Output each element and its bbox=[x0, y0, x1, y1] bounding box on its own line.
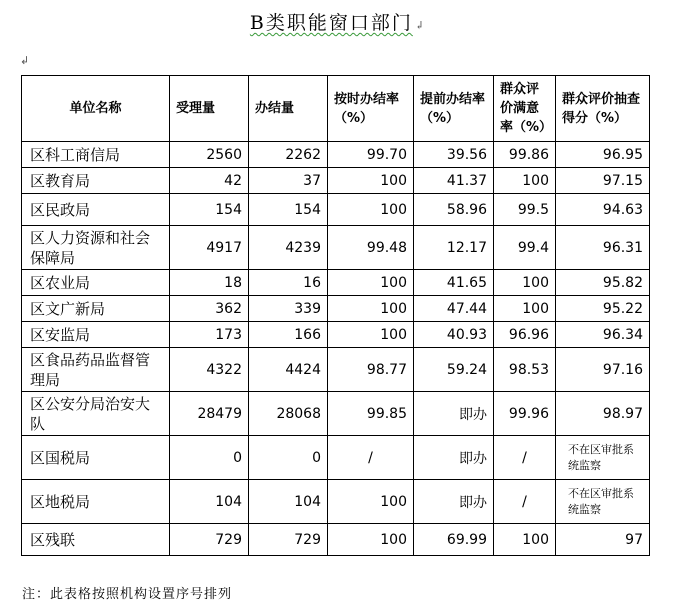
cell-satisfaction-rate: 96.96 bbox=[494, 322, 556, 348]
table-row bbox=[22, 142, 650, 168]
table-row bbox=[22, 322, 650, 348]
header-accepted: 受理量 bbox=[170, 76, 249, 142]
cell-ontime-rate: 98.77 bbox=[328, 348, 414, 392]
header-ontime-rate: 按时办结率（%） bbox=[328, 76, 414, 142]
cell-early-rate: 即办 bbox=[414, 436, 494, 480]
cell-satisfaction-rate: 100 bbox=[494, 270, 556, 296]
header-completed: 办结量 bbox=[249, 76, 328, 142]
header-satisfaction-rate: 群众评价满意率（%） bbox=[494, 76, 556, 142]
table-row bbox=[22, 436, 650, 480]
cell-spotcheck-score: 96.34 bbox=[556, 322, 650, 348]
cell-ontime-rate: 99.70 bbox=[328, 142, 414, 168]
cell-early-rate: 58.96 bbox=[414, 194, 494, 226]
cell-early-rate: 即办 bbox=[414, 392, 494, 436]
cell-early-rate: 69.99 bbox=[414, 524, 494, 556]
cell-accepted: 28479 bbox=[170, 392, 249, 436]
cell-ontime-rate: 100 bbox=[328, 480, 414, 524]
cell-completed: 28068 bbox=[249, 392, 328, 436]
cell-early-rate: 39.56 bbox=[414, 142, 494, 168]
cell-early-rate: 59.24 bbox=[414, 348, 494, 392]
cell-spotcheck-score: 97 bbox=[556, 524, 650, 556]
cell-satisfaction-rate: 99.4 bbox=[494, 226, 556, 270]
cell-ontime-rate: 99.48 bbox=[328, 226, 414, 270]
cell-early-rate: 即办 bbox=[414, 480, 494, 524]
cell-satisfaction-rate: 99.5 bbox=[494, 194, 556, 226]
paragraph-mark-icon: ↲ bbox=[414, 19, 427, 32]
cell-ontime-rate: 100 bbox=[328, 270, 414, 296]
document-title bbox=[0, 8, 676, 35]
cell-accepted: 4322 bbox=[170, 348, 249, 392]
cell-ontime-rate: 100 bbox=[328, 194, 414, 226]
cell-completed: 4239 bbox=[249, 226, 328, 270]
cell-completed: 37 bbox=[249, 168, 328, 194]
cell-ontime-rate: 100 bbox=[328, 322, 414, 348]
cell-spotcheck-score: 96.95 bbox=[556, 142, 650, 168]
table-row bbox=[22, 480, 650, 524]
cell-ontime-rate: 100 bbox=[328, 296, 414, 322]
cell-completed: 166 bbox=[249, 322, 328, 348]
table-row bbox=[22, 348, 650, 392]
title-text: B类职能窗口部门 bbox=[249, 12, 413, 34]
cell-spotcheck-score: 96.31 bbox=[556, 226, 650, 270]
table-row bbox=[22, 270, 650, 296]
header-spotcheck-score: 群众评价抽查得分（%） bbox=[556, 76, 650, 142]
cell-unit-name: 区公安分局治安大队 bbox=[22, 392, 170, 436]
cell-accepted: 729 bbox=[170, 524, 249, 556]
table-note: 注：此表格按照机构设置序号排列 bbox=[22, 587, 233, 602]
cell-unit-name: 区安监局 bbox=[22, 322, 170, 348]
cell-satisfaction-rate: 98.53 bbox=[494, 348, 556, 392]
cell-unit-name: 区人力资源和社会保障局 bbox=[22, 226, 170, 270]
cell-completed: 729 bbox=[249, 524, 328, 556]
cell-unit-name: 区残联 bbox=[22, 524, 170, 556]
cell-accepted: 42 bbox=[170, 168, 249, 194]
cell-accepted: 154 bbox=[170, 194, 249, 226]
cell-ontime-rate: 100 bbox=[328, 524, 414, 556]
cell-satisfaction-rate: 99.86 bbox=[494, 142, 556, 168]
cell-spotcheck-score: 97.15 bbox=[556, 168, 650, 194]
cell-accepted: 2560 bbox=[170, 142, 249, 168]
cell-early-rate: 12.17 bbox=[414, 226, 494, 270]
cell-early-rate: 47.44 bbox=[414, 296, 494, 322]
cell-satisfaction-rate: / bbox=[494, 480, 556, 524]
cell-spotcheck-score: 95.22 bbox=[556, 296, 650, 322]
cell-completed: 4424 bbox=[249, 348, 328, 392]
table-row bbox=[22, 168, 650, 194]
cell-satisfaction-rate: 100 bbox=[494, 168, 556, 194]
cell-accepted: 104 bbox=[170, 480, 249, 524]
table-row bbox=[22, 392, 650, 436]
cell-spotcheck-score: 98.97 bbox=[556, 392, 650, 436]
cell-spotcheck-score: 94.63 bbox=[556, 194, 650, 226]
cell-accepted: 173 bbox=[170, 322, 249, 348]
cell-spotcheck-score: 不在区审批系统监察 bbox=[556, 436, 650, 480]
cell-unit-name: 区地税局 bbox=[22, 480, 170, 524]
cell-unit-name: 区农业局 bbox=[22, 270, 170, 296]
cell-unit-name: 区教育局 bbox=[22, 168, 170, 194]
table-row bbox=[22, 524, 650, 556]
cell-spotcheck-score: 不在区审批系统监察 bbox=[556, 480, 650, 524]
cell-spotcheck-score: 97.16 bbox=[556, 348, 650, 392]
cell-satisfaction-rate: 100 bbox=[494, 524, 556, 556]
cell-ontime-rate: 99.85 bbox=[328, 392, 414, 436]
table-row bbox=[22, 296, 650, 322]
cell-completed: 104 bbox=[249, 480, 328, 524]
cell-satisfaction-rate: / bbox=[494, 436, 556, 480]
cell-unit-name: 区文广新局 bbox=[22, 296, 170, 322]
cell-unit-name: 区食品药品监督管理局 bbox=[22, 348, 170, 392]
cell-satisfaction-rate: 99.96 bbox=[494, 392, 556, 436]
cell-ontime-rate: 100 bbox=[328, 168, 414, 194]
cell-spotcheck-score: 95.82 bbox=[556, 270, 650, 296]
department-stats-table bbox=[21, 75, 650, 556]
cell-unit-name: 区科工商信局 bbox=[22, 142, 170, 168]
header-unit-name: 单位名称 bbox=[22, 76, 170, 142]
cell-accepted: 18 bbox=[170, 270, 249, 296]
table-row bbox=[22, 194, 650, 226]
cell-completed: 2262 bbox=[249, 142, 328, 168]
cell-completed: 339 bbox=[249, 296, 328, 322]
cell-unit-name: 区国税局 bbox=[22, 436, 170, 480]
cell-ontime-rate: / bbox=[328, 436, 414, 480]
cell-completed: 154 bbox=[249, 194, 328, 226]
header-row bbox=[22, 76, 650, 142]
table-row bbox=[22, 226, 650, 270]
cell-early-rate: 41.37 bbox=[414, 168, 494, 194]
cell-completed: 16 bbox=[249, 270, 328, 296]
cell-accepted: 362 bbox=[170, 296, 249, 322]
cell-accepted: 0 bbox=[170, 436, 249, 480]
cell-accepted: 4917 bbox=[170, 226, 249, 270]
header-early-rate: 提前办结率（%） bbox=[414, 76, 494, 142]
cell-completed: 0 bbox=[249, 436, 328, 480]
paragraph-mark-icon: ↲ bbox=[20, 54, 30, 67]
cell-unit-name: 区民政局 bbox=[22, 194, 170, 226]
cell-satisfaction-rate: 100 bbox=[494, 296, 556, 322]
cell-early-rate: 40.93 bbox=[414, 322, 494, 348]
cell-early-rate: 41.65 bbox=[414, 270, 494, 296]
